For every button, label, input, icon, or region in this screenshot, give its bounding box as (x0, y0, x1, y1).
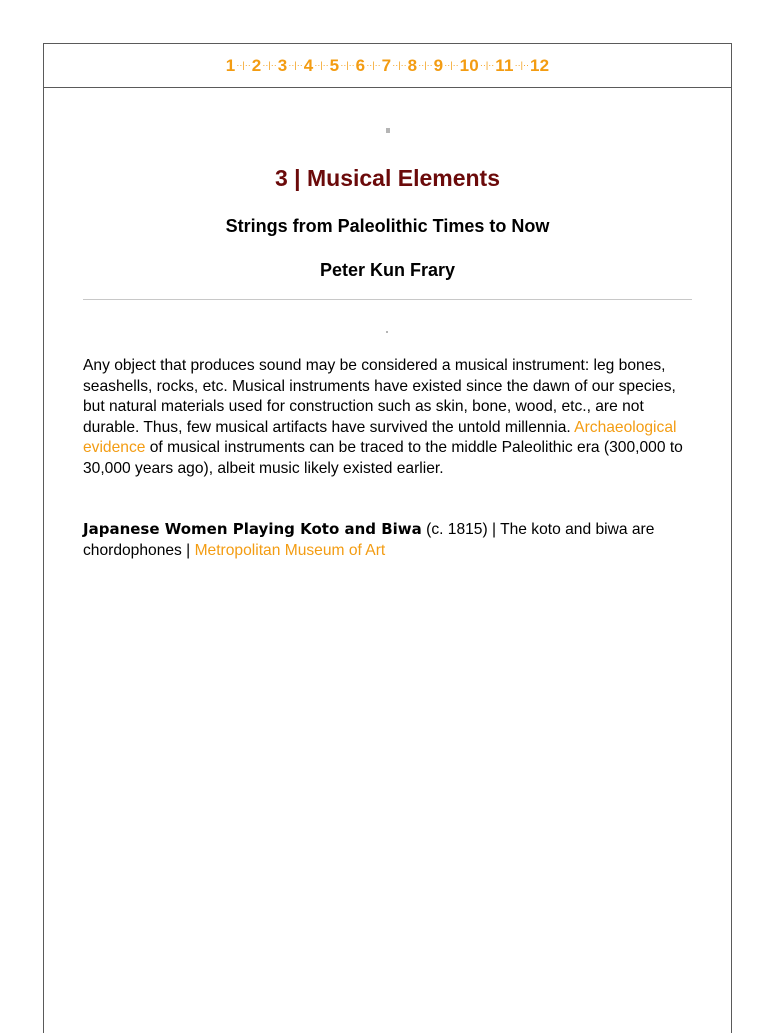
page-separator: ··|·· (314, 59, 329, 70)
page-separator: ··|·· (418, 59, 433, 70)
metropolitan-museum-link[interactable]: Metropolitan Museum of Art (194, 541, 386, 559)
page-link-5[interactable]: 5 (329, 55, 340, 75)
page-subtitle: Strings from Paleolithic Times to Now (225, 216, 550, 236)
caption-title: Japanese Women Playing Koto and Biwa (83, 520, 422, 538)
archaeological-evidence-link[interactable]: Archaeological evidence (83, 418, 677, 456)
intro-text-start: Any object that produces sound may be considered a musical instrument: leg bones, seashells, rocks, etc. Musical instruments have existed since the dawn of our species, but natural materials used for construction such as skin, bone, wood, etc., are not durable. Thus, few musical artifacts have survived the untold millennia. (83, 357, 676, 436)
page-separator: ··|·· (288, 59, 303, 70)
intro-text-end: of musical instruments can be traced to the middle Paleolithic era (300,000 to 30,000 years ago), albeit music likely existed earlier. (83, 439, 683, 477)
page-link-10[interactable]: 10 (459, 55, 479, 75)
caption-description: (c. 1815) | The koto and biwa are chordophones | (83, 521, 655, 559)
page-separator: ··|·· (479, 59, 495, 70)
page-separator: ··|·· (236, 59, 251, 70)
page-link-3[interactable]: 3 (277, 55, 288, 75)
page-link-2[interactable]: 2 (251, 55, 262, 75)
author-name: Peter Kun Frary (319, 260, 456, 280)
page-link-9[interactable]: 9 (433, 55, 444, 75)
page-link-8[interactable]: 8 (407, 55, 418, 75)
page-separator: ··|·· (262, 59, 277, 70)
image-placeholder-dot-small (386, 331, 388, 333)
page-separator: ··|·· (366, 59, 381, 70)
page-link-1[interactable]: 1 (225, 55, 236, 75)
page-frame (43, 43, 732, 1033)
page-separator: ··|·· (444, 59, 459, 70)
page-link-12[interactable]: 12 (529, 55, 550, 75)
page-link-4[interactable]: 4 (303, 55, 314, 75)
page-separator: ··|·· (392, 59, 407, 70)
intro-paragraph (83, 356, 698, 479)
page-link-6[interactable]: 6 (355, 55, 366, 75)
page-separator: ··|·· (340, 59, 355, 70)
page-separator: ··|·· (514, 59, 529, 70)
page-title: 3 | Musical Elements (274, 165, 501, 191)
page-link-11[interactable]: 11 (495, 55, 514, 75)
page-link-7[interactable]: 7 (381, 55, 392, 75)
horizontal-divider (83, 299, 692, 300)
image-placeholder-dot (386, 128, 390, 133)
page-navigation (44, 44, 731, 88)
image-caption (83, 519, 698, 561)
